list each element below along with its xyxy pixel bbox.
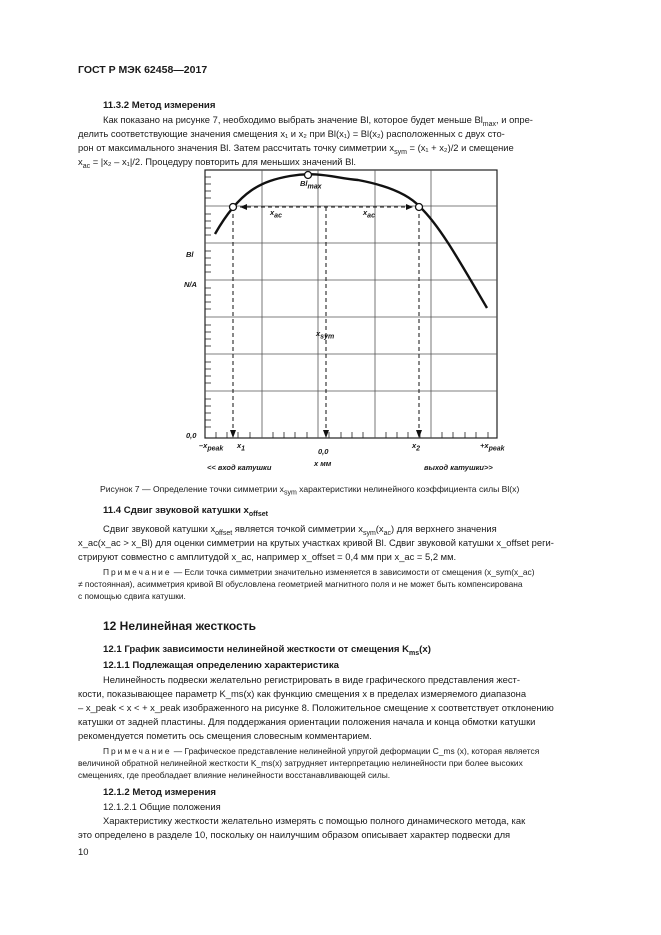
paragraph-line: Сдвиг звуковой катушки $x_{offset}$ является точкой симметрии $x_{sym}(x_{ac})$ для верхнего значения xyxy=(103,523,497,537)
arrow-down-icon xyxy=(323,430,329,438)
note-line: Примечание — Если точка симметрии значительно изменяется в зависимости от смещения (x_sym(x_ac) xyxy=(103,567,535,577)
note-line: ≠ постоянная), асимметрия кривой Bl обусловлена геометрией магнитного поля и не может быть компенсирована xyxy=(78,579,523,589)
paragraph-line: Нелинейность подвески желательно регистрировать в виде графического представления жест- xyxy=(103,674,520,685)
xsym-label: $x_{sym}$ xyxy=(316,329,335,341)
paragraph-line: Характеристику жесткости желательно измерять с помощью полного динамического метода, как xyxy=(103,815,526,826)
point-x2 xyxy=(416,204,423,211)
tick-neg-peak: $-x_{peak}$ xyxy=(199,441,224,453)
section-title-12-1-1: 12.1.1 Подлежащая определению характеристика xyxy=(103,660,339,671)
subsection-title-12-1-2-1: 12.1.2.1 Общие положения xyxy=(103,801,221,812)
bl-curve xyxy=(215,174,487,308)
paragraph-line: катушки от задней пластины. Для поддержания ориентации положения начала и конца обмотки катушки xyxy=(78,716,536,727)
note-line: величиной обратной нелинейной жесткости K_ms(x) затрудняет интерпретацию нелинейности при более высоких xyxy=(78,758,523,768)
section-title-11-3-2: 11.3.2 Метод измерения xyxy=(103,100,216,111)
figure-caption: Рисунок 7 — Определение точки симметрии $x_{sym}$ характеристики нелинейного коэффициента силы Bl(x) xyxy=(100,484,520,497)
minor-ticks-left xyxy=(205,177,211,427)
minor-ticks-bottom xyxy=(216,432,488,438)
paragraph-line: Как показано на рисунке 7, необходимо выбрать значение Bl, которое будет меньше $Bl_{max}$, и опре- xyxy=(103,114,533,128)
tick-x2: $x_2$ xyxy=(412,441,421,453)
section-title-12-1-2: 12.1.2 Метод измерения xyxy=(103,787,216,798)
tick-pos-peak: $+x_{peak}$ xyxy=(480,441,505,453)
plot-frame xyxy=(205,170,497,438)
section-title-12: 12 Нелинейная жесткость xyxy=(103,619,256,633)
point-blmax xyxy=(305,172,312,179)
document-header: ГОСТ Р МЭК 62458—2017 xyxy=(78,64,208,76)
paragraph-line: рон от максимального значения Bl. Затем рассчитать точку симметрии $x_{sym} = (x_1 + x_2)/2$ и смещение xyxy=(78,142,514,156)
section-title-12-1: 12.1 График зависимости нелинейной жесткости от смещения $K_{ms}(x)$ xyxy=(103,644,431,657)
paragraph-line: $x_{ac} = |x_2 - x_1|/2$. Процедуру повторить для меньших значений Bl. xyxy=(78,156,357,170)
arrow-down-icon xyxy=(230,430,236,438)
paragraph-line: делить соответствующие значения смещения x₁ и x₂ при Bl(x₁) = Bl(x₂) расположенных с двух сто- xyxy=(78,128,505,139)
grid-vertical xyxy=(262,170,431,438)
paragraph-line: стрируют совместно с амплитудой x_ac, например x_offset = 0,4 мм при x_ac = 5,2 мм. xyxy=(78,551,457,562)
figure-7-chart xyxy=(170,168,510,478)
tick-x1: $x_1$ xyxy=(237,441,246,453)
section-title-11-4: 11.4 Сдвиг звуковой катушки $x_{offset}$ xyxy=(103,505,268,518)
page-number: 10 xyxy=(78,846,89,857)
y-axis-label-unit: N/A xyxy=(184,280,197,289)
note-line: смещениях, где преобладает влияние нелинейности восстанавливающей силы. xyxy=(78,770,391,780)
blmax-label: $Bl_{max}$ xyxy=(300,179,322,191)
xac-label-left: $x_{ac}$ xyxy=(270,208,282,220)
paragraph-line: кости, показывающее параметр K_ms(x) как функцию смещения x в пределах измеряемого диапазона xyxy=(78,688,527,699)
y-axis-label-bl: Bl xyxy=(186,250,194,259)
x-axis-left-label: << вход катушки xyxy=(207,463,272,472)
paragraph-line: рекомендуется пометить ось смещения словесным комментарием. xyxy=(78,730,372,741)
y-axis-zero: 0,0 xyxy=(186,431,197,440)
arrow-down-icon xyxy=(416,430,422,438)
note-line: с помощью сдвига катушки. xyxy=(78,591,186,601)
paragraph-line: это определено в разделе 10, поскольку он наилучшим образом описывает характер подвески для xyxy=(78,829,511,840)
arrow-right-icon xyxy=(406,204,413,210)
x-axis-label: x мм xyxy=(314,459,332,468)
x-axis-right-label: выход катушки>> xyxy=(424,463,493,472)
grid-horizontal xyxy=(205,206,497,391)
tick-zero: 0,0 xyxy=(318,447,329,456)
paragraph-line: x_ac(x_ac > x_Bl) для оценки симметрии на крутых участках кривой Bl. Сдвиг звуковой катушки x_offset реги- xyxy=(78,537,554,548)
arrow-left-icon xyxy=(240,204,247,210)
xac-label-right: $x_{ac}$ xyxy=(363,208,375,220)
paragraph-line: – x_peak < x < + x_peak изображенного на рисунке 8. Положительное смещение x соответствует отклонению xyxy=(78,702,554,713)
point-x1 xyxy=(230,204,237,211)
note-line: Примечание — Графическое представление нелинейной упругой деформации C_ms (x), которая является xyxy=(103,746,540,756)
